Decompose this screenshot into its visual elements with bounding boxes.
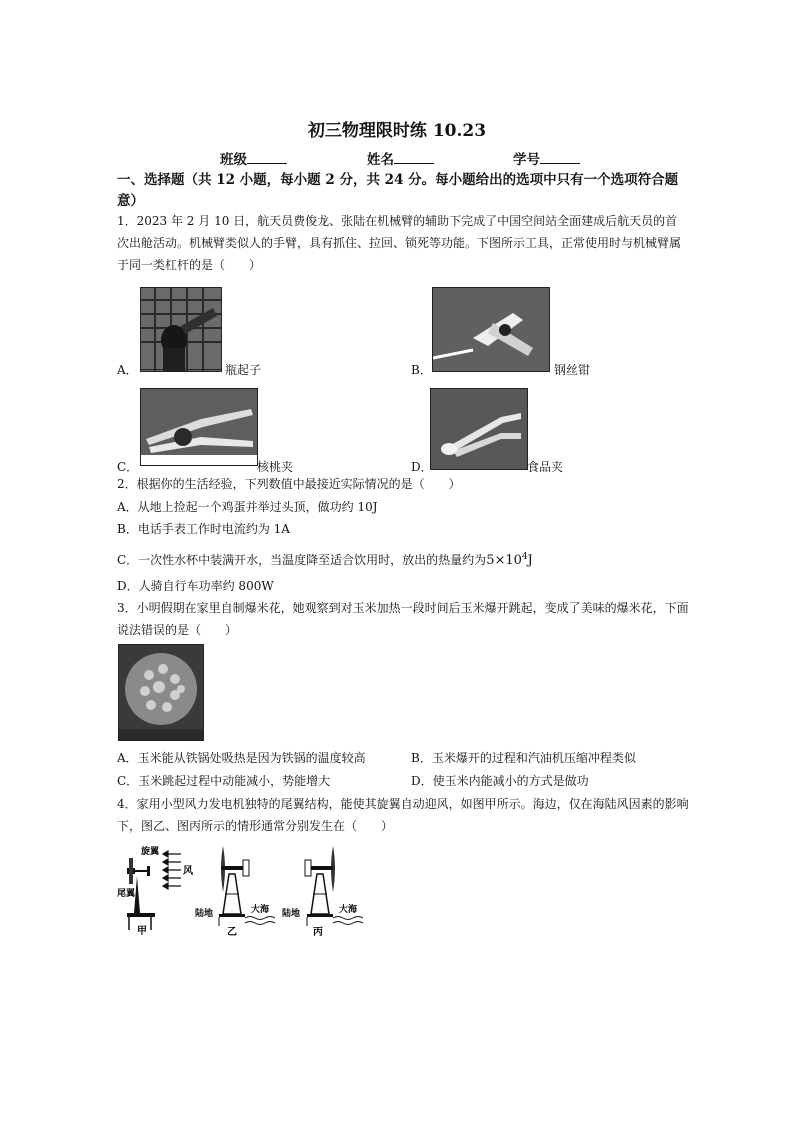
wind-turbine-figure <box>115 838 365 938</box>
yi-waves-1 <box>245 917 275 920</box>
q1-option-a-letter: A． <box>117 363 138 377</box>
figure-yi <box>195 846 275 938</box>
label-bing: 丙 <box>313 927 323 938</box>
tail-label: 尾翼 <box>117 889 136 899</box>
question-2-stem: 2．根据你的生活经验，下列数值中最接近实际情况的是（ ） <box>117 477 461 491</box>
q1-option-c-caption: 核桃夹 <box>257 460 294 474</box>
q1-option-d-caption: 食品夹 <box>527 460 564 474</box>
class-label: 班级 <box>220 152 247 168</box>
q1-option-a-caption: 瓶起子 <box>225 363 262 377</box>
q3-option-a[interactable]: A．玉米能从铁锅处吸热是因为铁锅的温度较高 <box>117 751 366 765</box>
name-field[interactable] <box>367 148 434 168</box>
q2-option-d[interactable]: D．人骑自行车功率约 800W <box>117 579 274 593</box>
popcorn-pan-photo <box>118 644 204 741</box>
yi-base <box>219 914 245 917</box>
question-3-stem: 3．小明假期在家里自制爆米花，她观察到对玉米加热一段时间后玉米爆开跳起，变成了美味的爆米花，下面说法错误的是（ ） <box>117 601 689 637</box>
q2-option-b[interactable]: B．电话手表工作时电流约为 1A <box>117 522 290 536</box>
q2-option-c[interactable] <box>117 546 689 572</box>
bing-waves-1 <box>333 917 363 920</box>
bottle-opener-image <box>141 288 221 371</box>
wind-arrows <box>163 851 181 889</box>
walnut-cracker-photo <box>140 388 258 466</box>
class-blank[interactable] <box>247 150 287 164</box>
question-4-stem: 4．家用小型风力发电机独特的尾翼结构，能使其旋翼自动迎风，如图甲所示。海边，仅在海陆风因素的影响下，图乙、图丙所示的情形通常分别发生在（ ） <box>117 797 689 833</box>
wire-pliers-photo <box>432 287 550 372</box>
q2-option-c-value: 5×10 <box>486 553 522 568</box>
q2-option-a[interactable]: A．从地上捡起一个鸡蛋并举过头顶，做功约 10J <box>117 500 378 514</box>
wind-label: 风 <box>183 866 193 877</box>
rotor-label: 旋翼 <box>141 847 160 857</box>
question-1-stem: 1．2023 年 2 月 10 日，航天员费俊龙、张陆在机械臂的辅助下完成了中国空间站全面建成后航天员的首次出舱活动。机械臂类似人的手臂，具有抓住、拉回、锁死等功能。下图所示工具，正常使用时与机械臂属于同一类杠杆的是（ ） <box>117 214 682 272</box>
walnut-cracker-image <box>141 389 257 465</box>
figure-bing <box>282 846 363 938</box>
name-label: 姓名 <box>367 152 394 168</box>
jia-base <box>127 913 155 917</box>
q2-option-c-text: C．一次性水杯中装满开水，当温度降至适合饮用时，放出的热量约为 <box>117 553 487 567</box>
number-blank[interactable] <box>540 150 580 164</box>
q1-option-a-line <box>140 369 222 370</box>
q1-option-d-letter: D． <box>411 460 433 474</box>
q2-option-c-exponent: 4 <box>521 552 528 562</box>
label-yi: 乙 <box>227 927 237 938</box>
number-field[interactable] <box>513 148 580 168</box>
bottle-opener-photo <box>140 287 222 372</box>
q1-option-b-letter: B． <box>411 363 432 377</box>
bing-land-label: 陆地 <box>282 909 301 919</box>
bing-base <box>307 914 333 917</box>
q1-option-c-letter: C． <box>117 460 139 474</box>
q3-option-c[interactable]: C．玉米跳起过程中动能减小，势能增大 <box>117 774 331 788</box>
label-jia: 甲 <box>137 926 147 937</box>
number-label: 学号 <box>513 152 540 168</box>
jia-tail-shape <box>147 866 150 876</box>
yi-waves-2 <box>245 922 275 925</box>
q3-option-b[interactable]: B．玉米爆开的过程和汽油机压缩冲程类似 <box>411 751 636 765</box>
bing-sea-label: 大海 <box>339 905 358 915</box>
yi-tail-shape <box>243 860 249 876</box>
q1-option-b-caption: 钢丝钳 <box>554 363 591 377</box>
page-title: 初三物理限时练 10.23 <box>307 121 487 141</box>
class-field[interactable] <box>220 148 287 168</box>
bing-waves-2 <box>333 922 363 925</box>
bing-tail-shape <box>305 860 311 876</box>
q3-option-d[interactable]: D．使玉米内能减小的方式是做功 <box>411 774 589 788</box>
wire-pliers-image <box>433 288 549 371</box>
figure-jia <box>117 845 194 937</box>
jia-rotor-shape <box>129 858 133 884</box>
q2-option-c-unit: J <box>527 553 533 568</box>
popcorn-pan-image <box>119 645 203 740</box>
food-tongs-photo <box>430 388 528 470</box>
section-heading: 一、选择题（共 12 小题，每小题 2 分，共 24 分。每小题给出的选项中只有一个选项符合题意） <box>117 172 679 209</box>
name-blank[interactable] <box>394 150 434 164</box>
yi-sea-label: 大海 <box>251 905 270 915</box>
yi-land-label: 陆地 <box>195 909 214 919</box>
food-tongs-image <box>431 389 527 469</box>
